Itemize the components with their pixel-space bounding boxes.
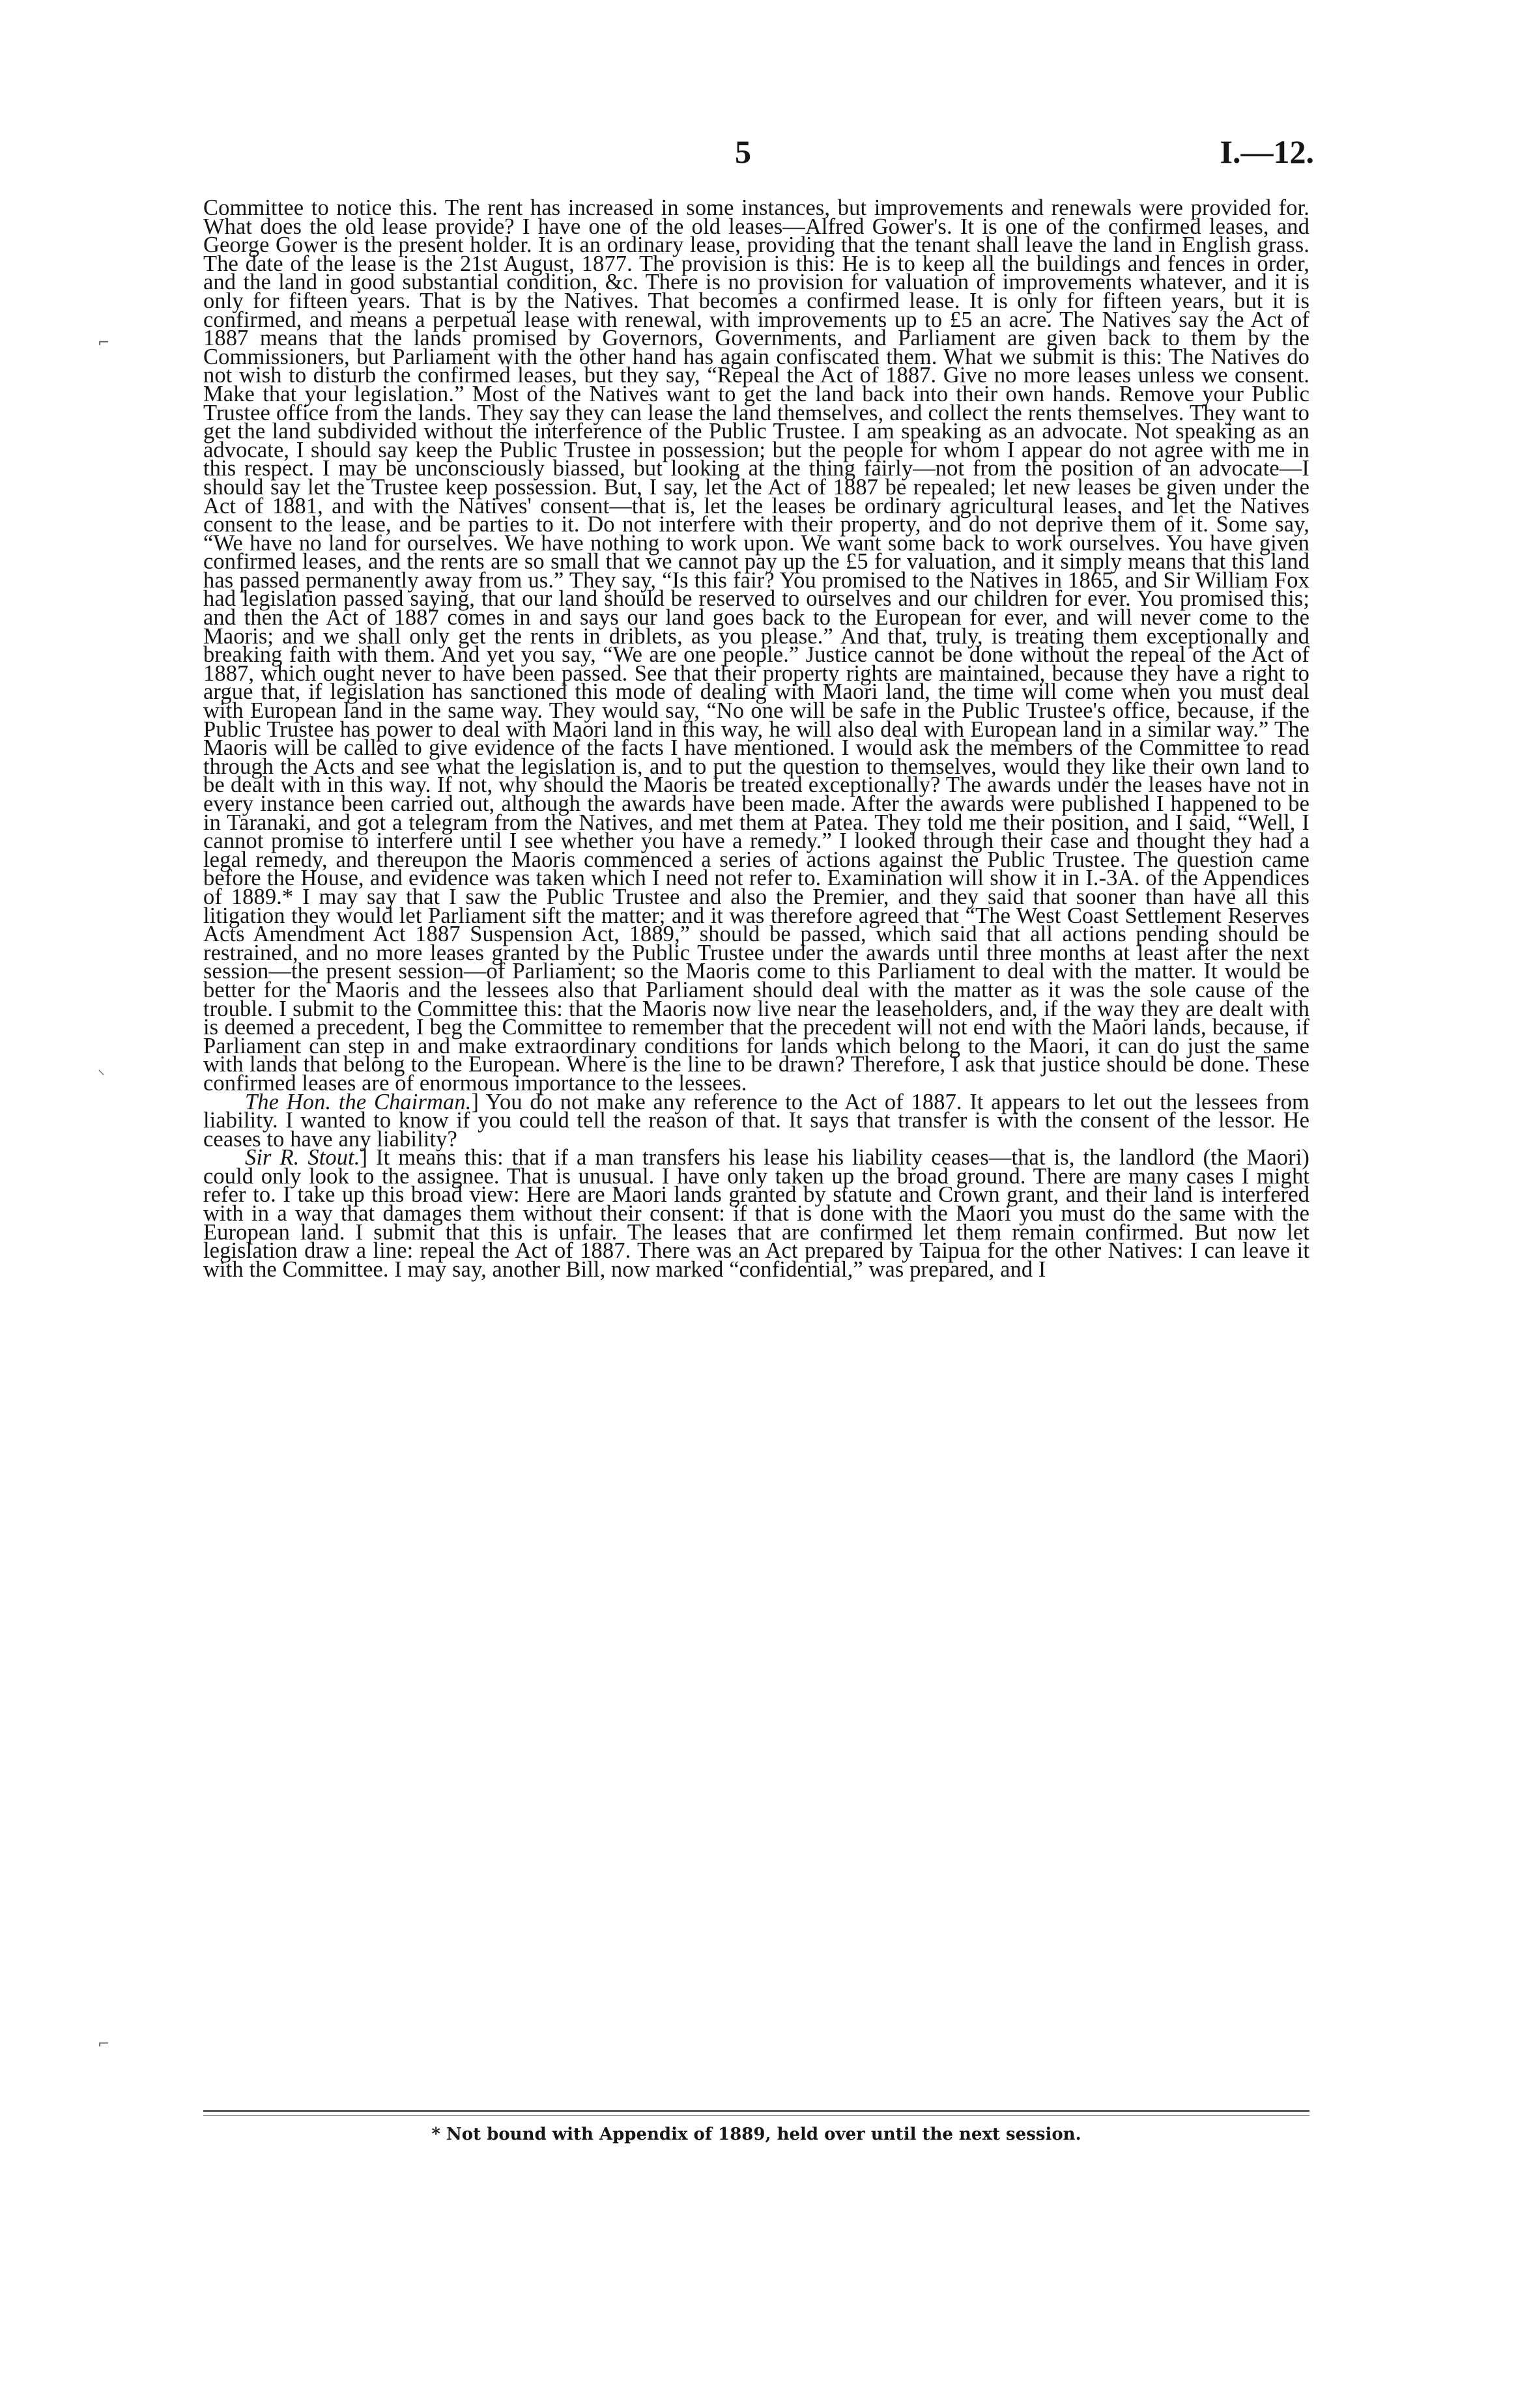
- speech-text: ] You do not make any reference to the Act of 1887. It appears to let out the lessees from liability. I wanted to know if you could tell the reason of that. It says that transfer is with the consent of the lessor. He ceases to have any liability?: [203, 1089, 1309, 1152]
- paragraph: Committee to notice this. The rent has increased in some instances, but improvements and renewals were provided for. What does the old lease provide? I have one of the old leases—Alfred Gower's. It is one of the confirmed leases, and George Gower is the present holder. It is an ordinary lease, providing that the tenant shall leave the land in English grass. The date of the lease is the 21st August, 1877. The provision is this: He is to keep all the buildings and fences in order, and the land in good substantial condition, &c. There is no provision for valuation of improvements whatever, and it is only for fifteen years. That is by the Natives. That becomes a confirmed lease. It is only for fifteen years, but it is confirmed, and means a perpetual lease with renewal, with improvements up to £5 an acre. The Natives say the Act of 1887 means that the lands promised by Governors, Governments, and Parliament are given back to them by the Commissioners, but Parliament with the other hand has again confiscated them. What we submit is this: The Natives do not wish to disturb the confirmed leases, but they say, “Repeal the Act of 1887. Give no more leases unless we consent. Make that your legislation.” Most of the Natives want to get the land back into their own hands. Remove your Public Trustee office from the lands. They say they can lease the land themselves, and collect the rents themselves. They want to get the land subdivided without the interference of the Public Trustee. I am speaking as an advocate. Not speaking as an advocate, I should say keep the Public Trustee in possession; but the people for whom I appear do not agree with me in this respect. I may be unconsciously biassed, but looking at the thing fairly—not from the position of an advocate—I should say let the Trustee keep possession. But, I say, let the Act of 1887 be repealed; let new leases be given under the Act of 1881, and with the Natives' consent—that is, let the leases be ordinary agricultural leases, and let the Natives consent to the lease, and be parties to it. Do not interfere with their property, and do not deprive them of it. Some say, “We have no land for ourselves. We have nothing to work upon. We want some back to work ourselves. You have given confirmed leases, and the rents are so small that we cannot pay up the £5 for valuation, and it simply means that this land has passed permanently away from us.” They say, “Is this fair? You promised to the Natives in 1865, and Sir William Fox had legislation passed saying, that our land should be reserved to ourselves and our children for ever. You promised this; and then the Act of 1887 comes in and says our land goes back to the European for ever, and will never come to the Maoris; and we shall only get the rents in driblets, as you please.” And that, truly, is treating them exceptionally and breaking faith with them. And yet you say, “We are one people.” Justice cannot be done without the repeal of the Act of 1887, which ought never to have been passed. See that their property rights are maintained, because they have a right to argue that, if legislation has sanctioned this mode of dealing with Maori land, the time will come when you must deal with European land in the same way. They would say, “No one will be safe in the Public Trustee's office, because, if the Public Trustee has power to deal with Maori land in this way, he will also deal with European land in a similar way.” The Maoris will be called to give evidence of the facts I have mentioned. I would ask the members of the Committee to read through the Acts and see what the legislation is, and to put the question to themselves, would they like their own land to be dealt with in this way. If not, why should the Maoris be treated exceptionally? The awards under the leases have not in every instance been carried out, although the awards have been made. After the awards were published I happened to be in Taranaki, and got a telegram from the Natives, and met them at Patea. They told me their position, and I said, “Well, I cannot promise to interfere until I see whether you have a remedy.” I looked through their case and thought they had a legal remedy, and thereupon the Maoris commenced a series of actions against the Public Trustee. The question came before the House, and evidence was taken which I need not refer to. Examination will show it in I.-3A. of the Appendices of 1889.* I may say that I saw the Public Trustee and also the Premier, and they said that sooner than have all this litigation they would let Parliament sift the matter; and it was therefore agreed that “The West Coast Settlement Reserves Acts Amendment Act 1887 Suspension Act, 1889,” should be passed, which said that all actions pending should be restrained, and no more leases granted by the Public Trustee under the awards until three months at least after the next session—the present session—of Parliament; so the Maoris come to this Parliament to deal with the matter. It would be better for the Maoris and the lessees also that Parliament should deal with the matter as it was the sole cause of the trouble. I submit to the Committee this: that the Maoris now live near the leaseholders, and, if the way they are dealt with is deemed a precedent, I beg the Committee to remember that the precedent will not end with the Maori lands, because, if Parliament can step in and make extraordinary conditions for lands which belong to the Maori, it can do just the same with lands that belong to the European. Where is the line to be drawn? Therefore, I ask that justice should be done. These confirmed leases are of enormous importance to the lessees.: [203, 195, 1309, 1096]
- speech-text: ] It means this: that if a man transfers his lease his liability ceases—that is, the landlord (the Maori) could only look to the assignee. That is unusual. I have only taken up the broad ground. There are many cases I might refer to. I take up this broad view: Here are Maori lands granted by statute and Crown grant, and their land is interfered with in a way that damages them without their consent: if that is done with the Maori you must do the same with the European land. I submit that this is unfair. The leases that are confirmed let them remain confirmed. But now let legislation draw a line: repeal the Act of 1887. There was an Act prepared by Taipua for the other Natives: I can leave it with the Committee. I may say, another Bill, now marked “confidential,” was prepared, and I: [203, 1145, 1309, 1282]
- footnote-divider: [203, 2110, 1309, 2112]
- body-text: [203, 195, 1309, 1282]
- margin-mark: ⌐: [98, 2036, 110, 2052]
- document-reference: I.—12.: [1220, 134, 1314, 170]
- speaker-name: The Hon. the Chairman.: [245, 1089, 472, 1114]
- paragraph: [203, 1089, 1309, 1152]
- speaker-name: Sir R. Stout.: [245, 1145, 360, 1170]
- margin-mark: ⸜: [98, 1062, 106, 1078]
- margin-mark: ⌐: [98, 335, 110, 351]
- footnote-divider: [203, 2115, 1309, 2116]
- paragraph: [203, 1145, 1309, 1282]
- page-number: 5: [735, 134, 751, 170]
- footnote: * Not bound with Appendix of 1889, held over until the next session.: [431, 2125, 1081, 2144]
